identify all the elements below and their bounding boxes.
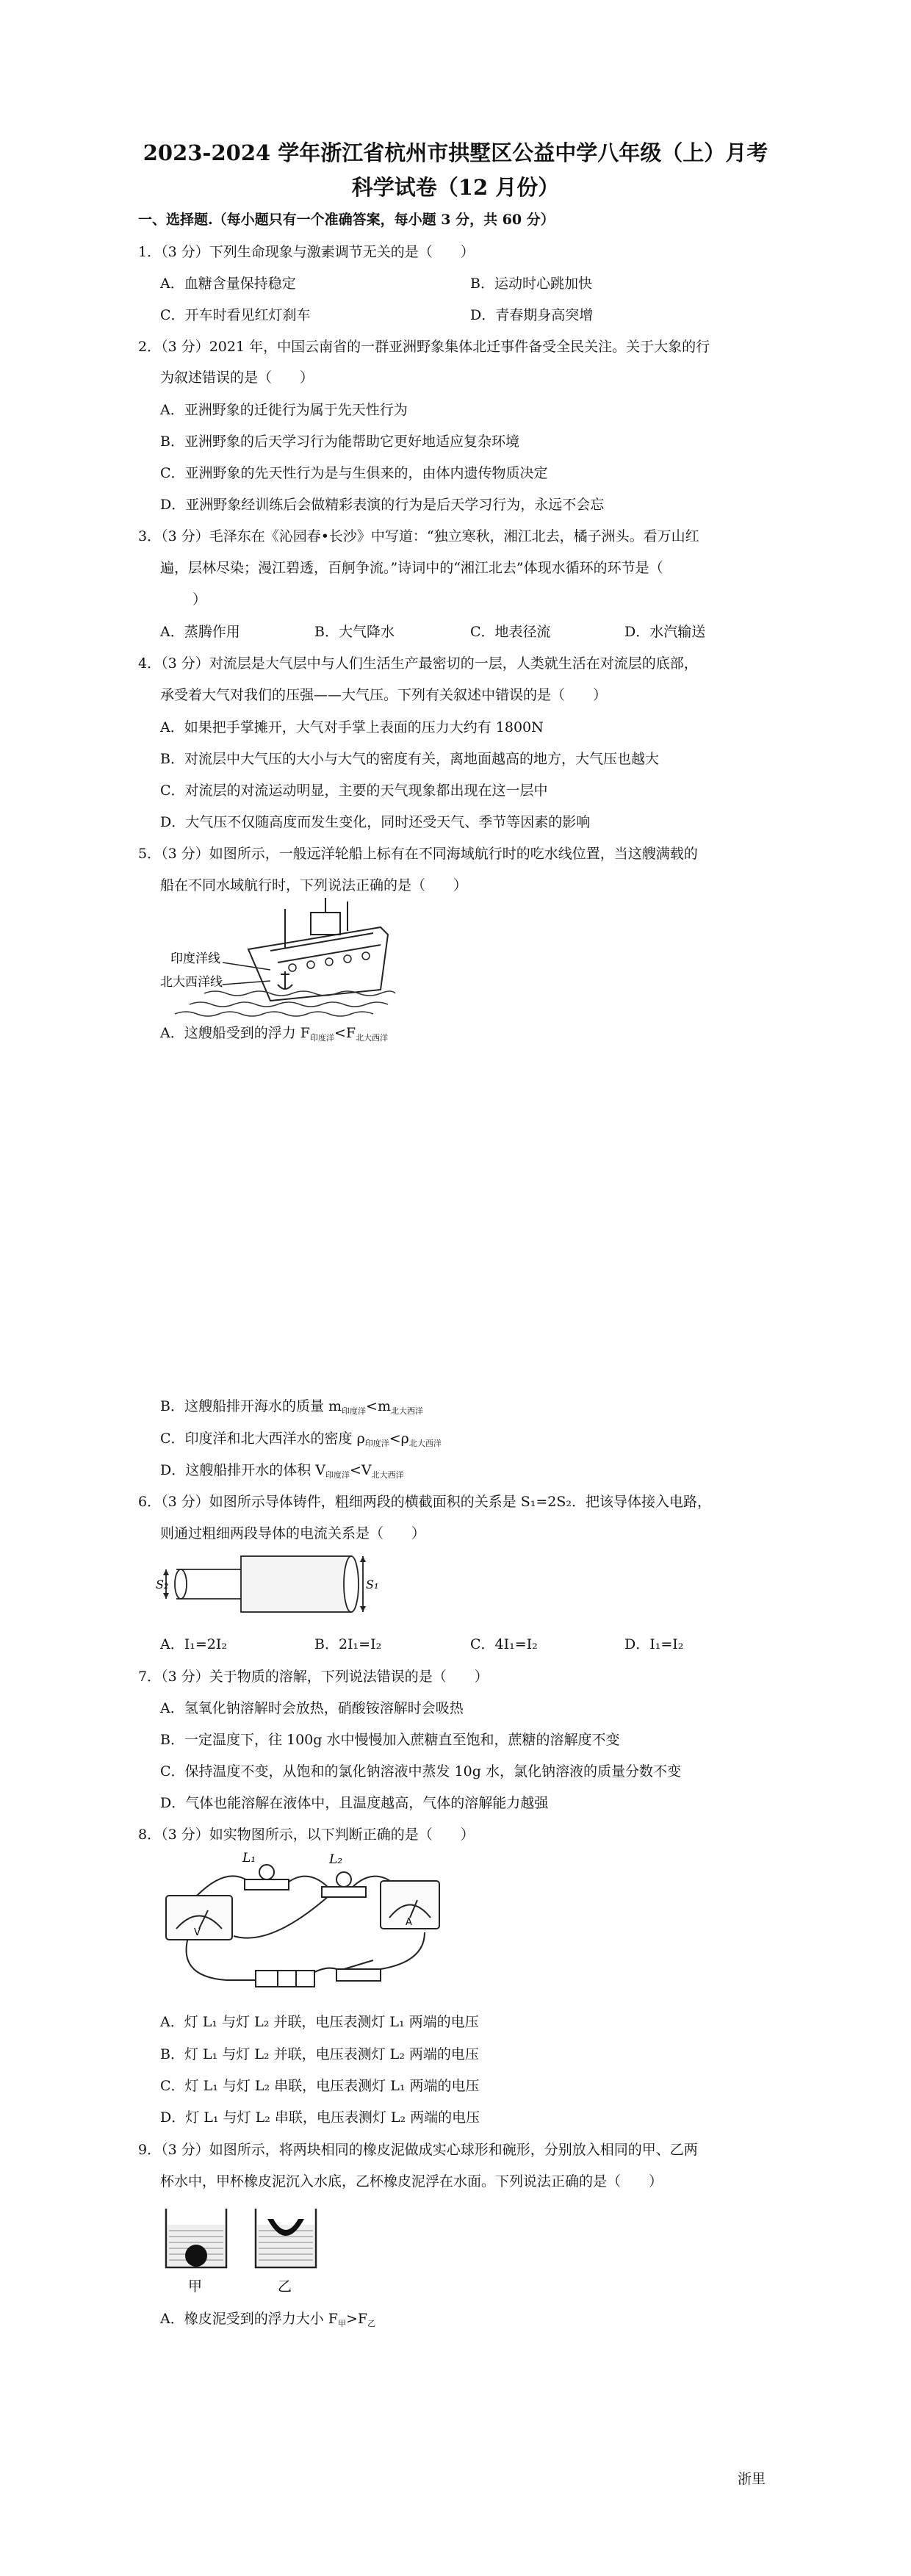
question-8-option-b: B．灯 L₁ 与灯 L₂ 并联，电压表测灯 L₂ 两端的电压 (160, 2046, 479, 2062)
question-5-stem: 5．（3 分）如图所示，一般远洋轮船上标有在不同海域航行时的吃水线位置，当这艘满载的 (138, 846, 698, 862)
page-title: 2023-2024 学年浙江省杭州市拱墅区公益中学八年级（上）月考 (143, 140, 768, 165)
figure-label-s1: S₁ (366, 1577, 379, 1591)
circuit-figure (160, 1852, 447, 1998)
question-1-option-c: C．开车时看见红灯刹车 (160, 307, 311, 323)
figure-label-indian-ocean: 印度洋线 (170, 951, 220, 966)
question-3-option-d: D．水汽输送 (624, 624, 706, 640)
question-4-option-c: C．对流层的对流运动明显，主要的天气现象都出现在这一层中 (160, 782, 548, 799)
question-4-option-a: A．如果把手掌摊开，大气对手掌上表面的压力大约有 1800N (160, 719, 544, 735)
question-5-option-a: A．这艘船受到的浮力 $F_{印度洋}<F_{北大西洋}$ (160, 1025, 389, 1043)
section-heading: 一、选择题.（每小题只有一个准确答案，每小题 3 分，共 60 分） (138, 212, 555, 228)
label-l2: L₂ (329, 1852, 343, 1867)
question-6-option-a: A．I₁=2I₂ (160, 1636, 227, 1652)
cup-yi (256, 2209, 316, 2267)
ship-portholes (289, 952, 370, 971)
question-3-option-a: A．蒸腾作用 (160, 624, 240, 640)
question-6-option-c: C．4I₁=I₂ (470, 1636, 538, 1652)
battery-pack (256, 1971, 314, 1987)
question-7-option-a: A．氢氧化钠溶解时会放热，硝酸铵溶解时会吸热 (160, 1700, 464, 1716)
question-2-option-c: C．亚洲野象的先天性行为是与生俱来的，由体内遗传物质决定 (160, 465, 548, 481)
question-3-stem: 3．（3 分）毛泽东在《沁园春•长沙》中写道：“独立寒秋，湘江北去，橘子洲头。看万山红 (138, 528, 699, 544)
question-4-stem: 4．（3 分）对流层是大气层中与人们生活生产最密切的一层，人类就生活在对流层的底部， (138, 655, 698, 672)
figure-label-s2: S₂ (156, 1577, 169, 1591)
waterline-marks (223, 963, 270, 985)
question-2-option-b: B．亚洲野象的后天学习行为能帮助它更好地适应复杂环境 (160, 433, 519, 450)
question-4-option-d: D．大气压不仅随高度而发生变化，同时还受天气、季节等因素的影响 (160, 814, 591, 830)
question-5-stem-cont: 船在不同水域航行时，下列说法正确的是（ ） (160, 877, 468, 893)
question-9-stem: 9．（3 分）如图所示，将两块相同的橡皮泥做成实心球形和碗形，分别放入相同的甲、乙两 (138, 2142, 698, 2158)
question-8-option-d: D．灯 L₁ 与灯 L₂ 串联，电压表测灯 L₂ 两端的电压 (160, 2109, 480, 2126)
question-2-option-d: D．亚洲野象经训练后会做精彩表演的行为是后天学习行为，永远不会忘 (160, 497, 605, 513)
question-6-stem-cont: 则通过粗细两段导体的电流关系是（ ） (160, 1525, 426, 1541)
question-3-stem-paren: ） (192, 591, 207, 608)
footer-text: 浙里 (738, 2471, 766, 2487)
question-5-option-d: D．这艘船排开水的体积 $V_{印度洋}<V_{北大西洋}$ (160, 1462, 404, 1480)
ammeter-label: A (406, 1917, 412, 1928)
question-1-option-d: D．青春期身高突增 (470, 307, 594, 323)
label-l1: L₁ (242, 1851, 256, 1866)
conductor-figure (156, 1547, 379, 1621)
bulb-l2 (322, 1872, 366, 1897)
question-2-stem: 2．（3 分）2021 年，中国云南省的一群亚洲野象集体北迁事件备受全民关注。关于大象的行 (138, 339, 710, 355)
question-8-option-c: C．灯 L₁ 与灯 L₂ 串联，电压表测灯 L₁ 两端的电压 (160, 2078, 480, 2094)
page-subtitle: 科学试卷（12 月份） (351, 175, 560, 200)
question-3-option-c: C．地表径流 (470, 624, 551, 640)
cup-jia (166, 2209, 226, 2267)
question-9-option-a: A．橡皮泥受到的浮力大小 $F_甲>F_乙$ (160, 2311, 376, 2328)
switch (336, 1960, 381, 1981)
voltmeter-label: V (194, 1927, 201, 1938)
question-6-option-d: D．I₁=I₂ (624, 1636, 684, 1652)
question-1-option-a: A．血糖含量保持稳定 (160, 276, 296, 292)
bulb-l1 (245, 1865, 289, 1890)
question-8-option-a: A．灯 L₁ 与灯 L₂ 并联，电压表测灯 L₁ 两端的电压 (160, 2014, 479, 2030)
anchor-icon (278, 971, 292, 990)
question-7-option-b: B．一定温度下，往 100g 水中慢慢加入蔗糖直至饱和，蔗糖的溶解度不变 (160, 1732, 620, 1748)
ship-superstructure (285, 898, 348, 948)
question-5-option-c: C．印度洋和北大西洋水的密度 $\rho_{印度洋}<\rho_{北大西洋}$ (160, 1431, 442, 1448)
question-4-option-b: B．对流层中大气压的大小与大气的密度有关，离地面越高的地方，大气压也越大 (160, 751, 659, 767)
question-1-stem: 1．（3 分）下列生命现象与激素调节无关的是（ ） (138, 244, 475, 260)
clay-figure (160, 2201, 336, 2297)
question-3-stem-cont: 遍，层林尽染；漫江碧透，百舸争流。”诗词中的“湘江北去”体现水循环的环节是（ (160, 560, 663, 576)
question-5-option-b: B．这艘船排开海水的质量 $m_{印度洋}<m_{北大西洋}$ (160, 1398, 423, 1416)
water-waves (175, 991, 395, 1016)
question-8-stem: 8．（3 分）如实物图所示，以下判断正确的是（ ） (138, 1827, 475, 1843)
figure-label-north-atlantic: 北大西洋线 (160, 975, 223, 990)
question-7-option-c: C．保持温度不变，从饱和的氯化钠溶液中蒸发 10g 水，氯化钠溶液的质量分数不变 (160, 1763, 681, 1780)
question-4-stem-cont: 承受着大气对我们的压强——大气压。下列有关叙述中错误的是（ ） (160, 687, 608, 703)
question-2-option-a: A．亚洲野象的迁徙行为属于先天性行为 (160, 402, 408, 418)
question-2-stem-cont: 为叙述错误的是（ ） (160, 370, 314, 386)
question-1-option-b: B．运动时心跳加快 (470, 276, 592, 292)
question-3-option-b: B．大气降水 (314, 624, 395, 640)
label-yi: 乙 (278, 2278, 292, 2295)
ship-hull (248, 927, 388, 1001)
clay-ball (185, 2245, 207, 2267)
question-6-option-b: B．2I₁=I₂ (314, 1636, 382, 1652)
question-7-stem: 7．（3 分）关于物质的溶解，下列说法错误的是（ ） (138, 1669, 489, 1685)
question-7-option-d: D．气体也能溶解在液体中，且温度越高，气体的溶解能力越强 (160, 1795, 549, 1811)
label-jia: 甲 (188, 2278, 203, 2295)
question-6-stem: 6．（3 分）如图所示导体铸件，粗细两段的横截面积的关系是 S₁=2S₂．把该导体接入电路， (138, 1494, 712, 1510)
ship-figure (160, 898, 395, 1015)
question-9-stem-cont: 杯水中，甲杯橡皮泥沉入水底，乙杯橡皮泥浮在水面。下列说法正确的是（ ） (160, 2173, 663, 2190)
